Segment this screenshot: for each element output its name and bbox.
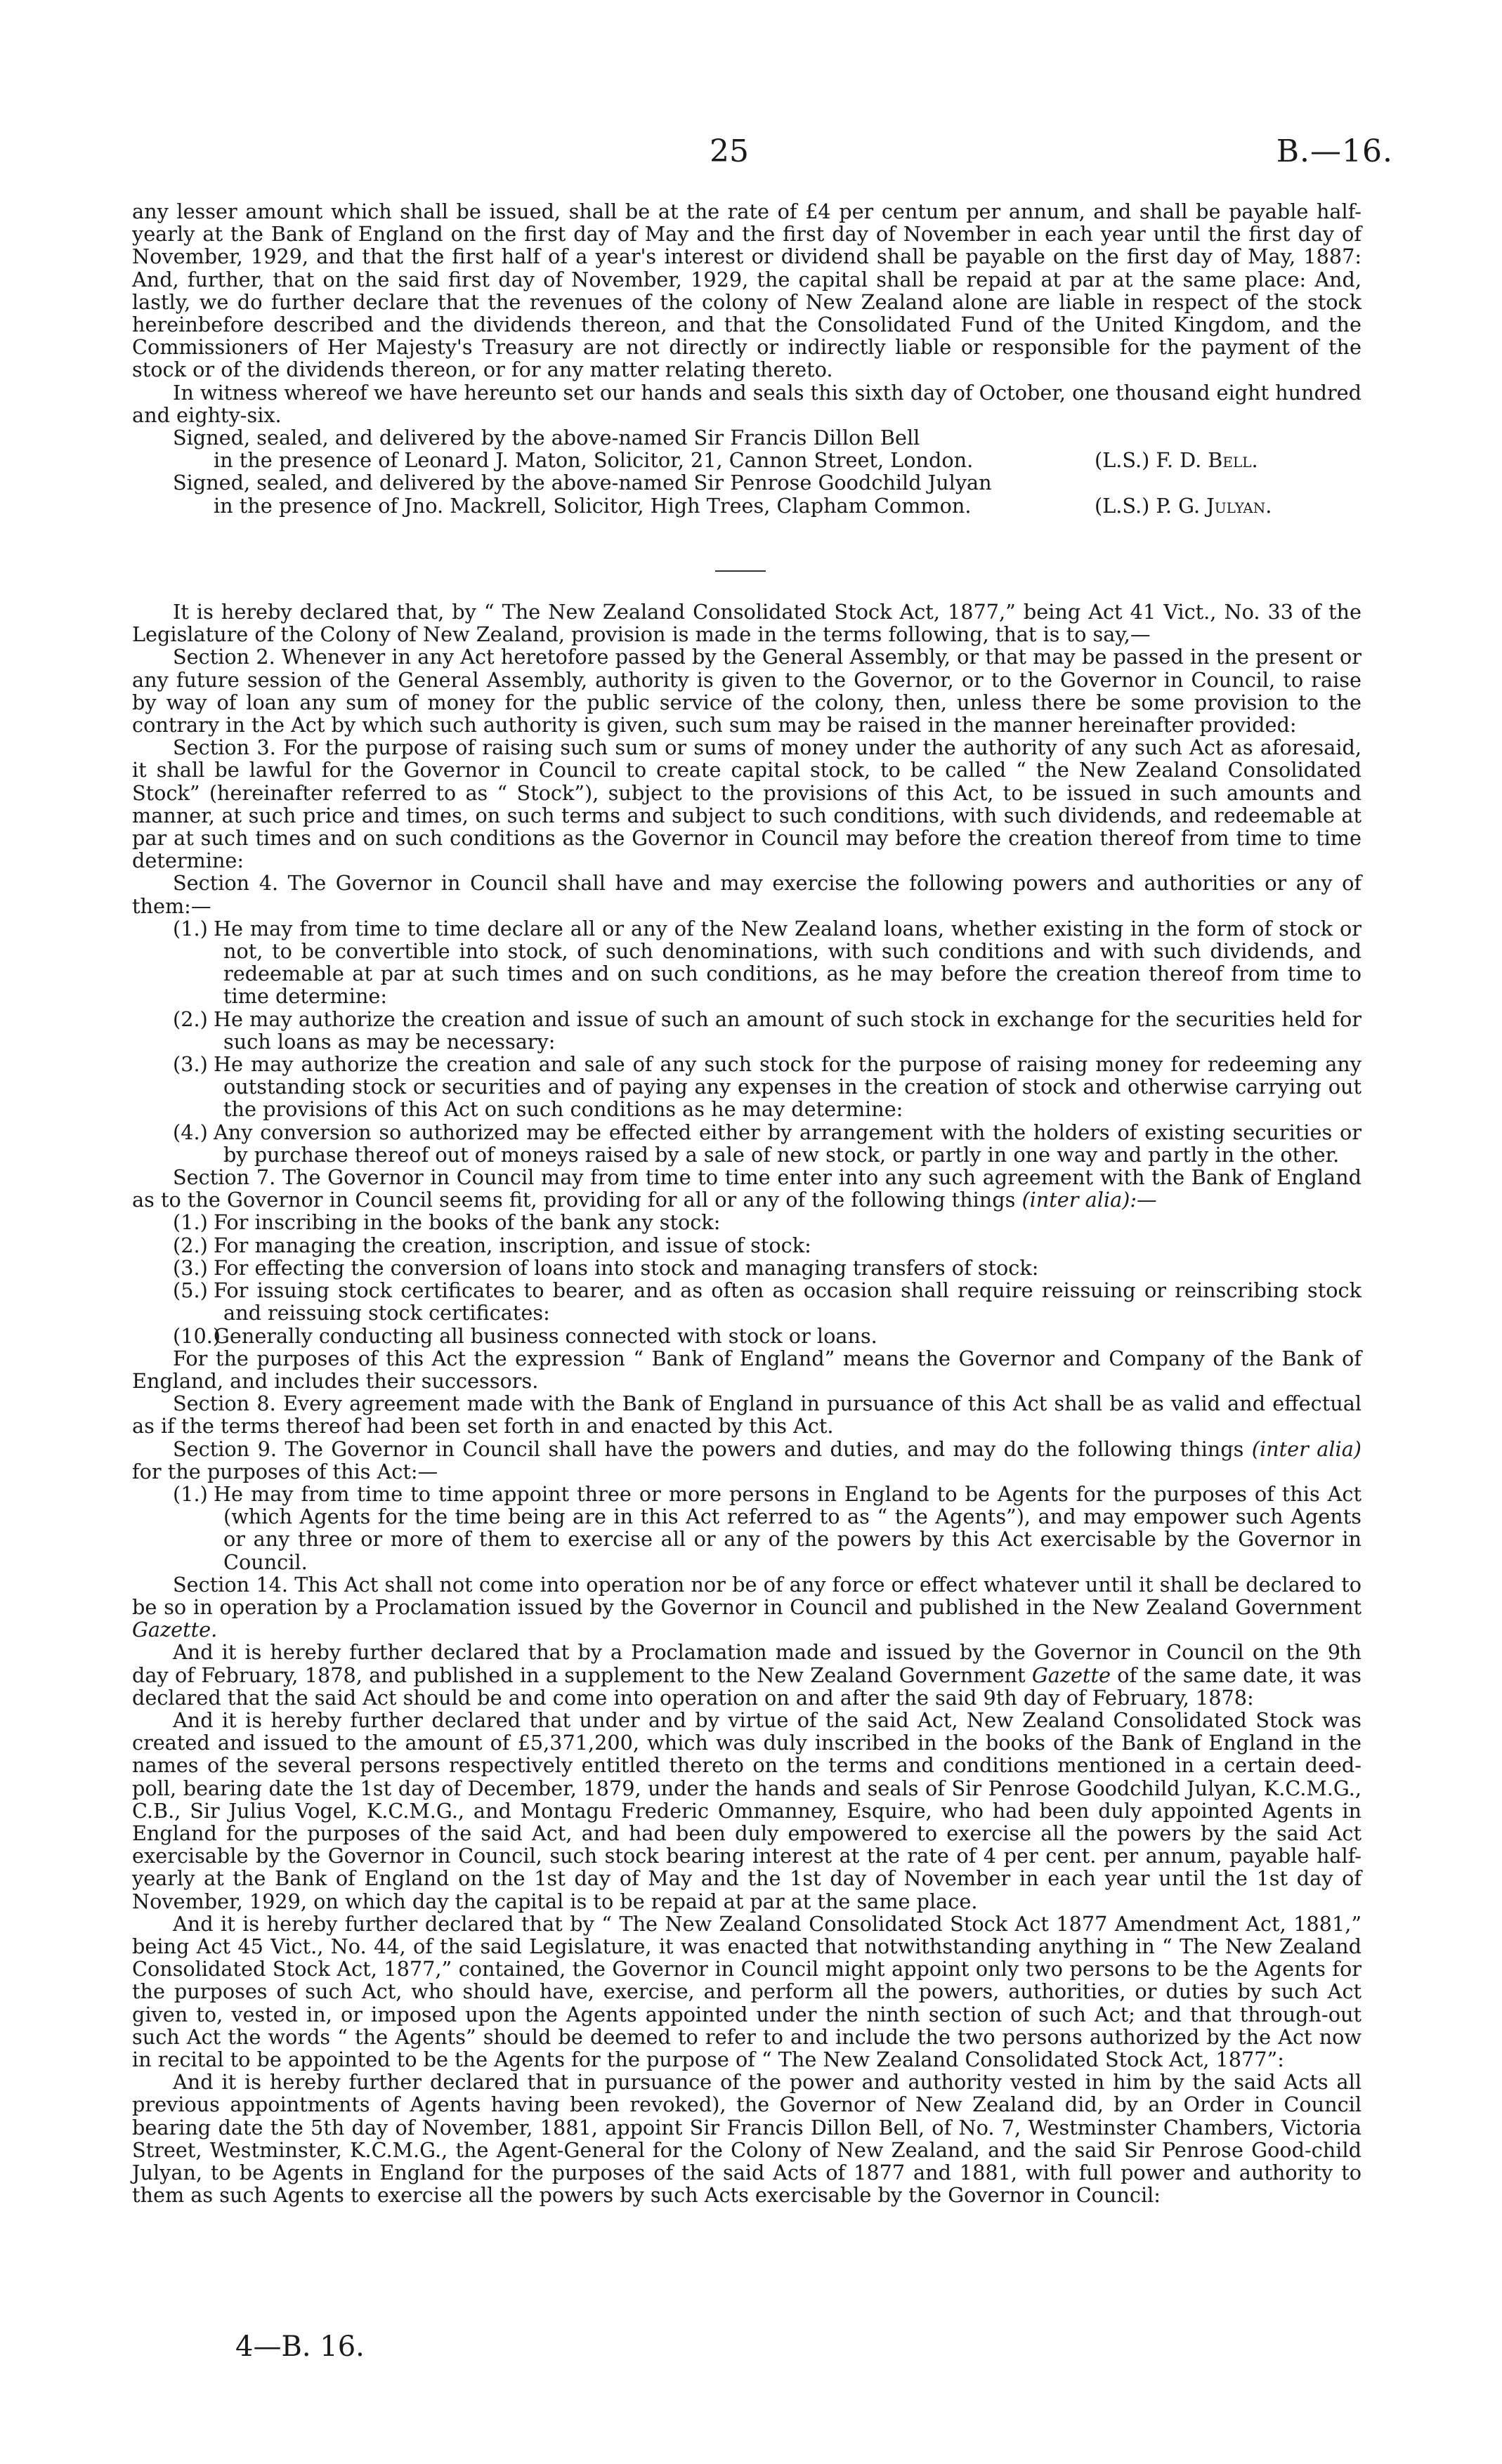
- appointment-paragraph: And it is hereby further declared that in pursuance of the power and authority vested in him by the said Acts all previous appointments of Agents having been revoked), the Governor of New Zealand did, by an Order in Council bearing date the 5th day of November, 1881, appoint Sir Francis Dillon Bell, of No. 7, Westminster Chambers, Victoria Street, Westminster, K.C.M.G., the Agent-General for the Colony of New Zealand, and the said Sir Penrose Good-child Julyan, to be Agents in England for the purposes of the said Acts of 1877 and 1881, with full power and authority to them as such Agents to exercise all the powers by such Acts exercisable by the Governor in Council:: [132, 2070, 1361, 2208]
- deed-continuation: any lesser amount which shall be issued, shall be at the rate of £4 per centum per annum, and shall be payable half-yearly at the Bank of England on the first day of May and the first day of November in each year until the first day of November, 1929, and that the first half of a year's interest or dividend shall be payable on the first day of May, 1887: And, further, that on the said first day of November, 1929, the capital shall be repaid at par at the same place: And, lastly, we do further declare that the revenues of the colony of New Zealand alone are liable in respect of the stock hereinbefore described and the dividends thereon, and that the Consolidated Fund of the United Kingdom, and the Commissioners of Her Majesty's Treasury are not directly or indirectly liable or responsible for the payment of the stock or of the dividends thereon, or for any matter relating thereto.: [132, 199, 1361, 382]
- section-14: Section 14. This Act shall not come into operation nor be of any force or effect whatever until it shall be declared to be so in operation by a Proclamation issued by the Governor in Council and published in the New Zealand Government Gazette.: [132, 1572, 1361, 1642]
- list-item: (4.) Any conversion so authorized may be effected either by arrangement with the holders of existing securities or by purchase thereof out of moneys raised by a sale of new stock, or partly in one way and partly in the other.: [173, 1120, 1361, 1167]
- list-item: (2.) For managing the creation, inscription, and issue of stock:: [173, 1233, 811, 1257]
- proclamation-paragraph: And it is hereby further declared that by a Proclamation made and issued by the Governor in Council on the 9th day of February, 1878, and published in a supplement to the New Zealand Government Gazette of the same date, it was declared that the said Act should be and come into operation on and after the said 9th day of February, 1878:: [132, 1640, 1361, 1710]
- declaration-intro: It is hereby declared that, by “ The New Zealand Consolidated Stock Act, 1877,” being Act 41 Vict., No. 33 of the Legislature of the Colony of New Zealand, provision is made in the terms following, that is to say,—: [132, 600, 1361, 647]
- signature-mark: 4—B. 16.: [235, 2331, 365, 2363]
- witness-clause: In witness whereof we have hereunto set our hands and seals this sixth day of October, one thousand eight hundred and eighty-six.: [132, 380, 1361, 427]
- witness-line: in the presence of Jno. Mackrell, Solicitor, High Trees, Clapham Common.: [214, 493, 972, 518]
- declaration-section: [132, 601, 1361, 2206]
- deed-section: [132, 200, 1361, 517]
- bank-definition: For the purposes of this Act the expression “ Bank of England” means the Governor and Company of the Bank of England, and includes their successors.: [132, 1346, 1361, 1393]
- signature-block-julyan: [132, 471, 1361, 516]
- stock-created-paragraph: And it is hereby further declared that under and by virtue of the said Act, New Zealand Consolidated Stock was created and issued to the amount of £5,371,200, which was duly inscribed in the books of the Bank of England in the names of the several persons respectively entitled thereto on the terms and conditions mentioned in a certain deed-poll, bearing date the 1st day of December, 1879, under the hands and seals of Sir Penrose Goodchild Julyan, K.C.M.G., C.B., Sir Julius Vogel, K.C.M.G., and Montagu Frederic Ommanney, Esquire, who had been duly appointed Agents in England for the purposes of the said Act, and had been duly empowered to exercise all the powers by the said Act exercisable by the Governor in Council, such stock bearing interest at the rate of 4 per cent. per annum, payable half-yearly at the Bank of England on the 1st day of May and the 1st day of November in each year until the 1st day of November, 1929, on which day the capital is to be repaid at par at the same place.: [132, 1708, 1361, 1913]
- list-item: (3.) For effecting the conversion of loans into stock and managing transfers of stock:: [173, 1255, 1039, 1280]
- signature-line: Signed, sealed, and delivered by the above-named Sir Penrose Goodchild Julyan: [173, 471, 992, 495]
- section-7: Section 7. The Governor in Council may from time to time enter into any such agreement with the Bank of England as to the Governor in Council seems fit, providing for all or any of the following things (inter alia):—: [132, 1165, 1361, 1212]
- document-reference: B.—16.: [1276, 133, 1393, 169]
- list-item: (10.)Generally conducting all business connected with stock or loans.: [173, 1323, 877, 1348]
- witness-line: in the presence of Leonard J. Maton, Solicitor, 21, Cannon Street, London.: [214, 448, 974, 473]
- signature-line: Signed, sealed, and delivered by the above-named Sir Francis Dillon Bell: [173, 426, 920, 450]
- list-item: (5.) For issuing stock certificates to bearer, and as often as occasion shall require reissuing or reinscribing stock and reissuing stock certificates:: [173, 1278, 1361, 1325]
- list-item: (1.) He may from time to time appoint three or more persons in England to be Agents for the purposes of this Act (which Agents for the time being are in this Act referred to as “ the Agents”), and may empower such Agents or any three or more of them to exercise all or any of the powers by this Act exercisable by the Governor in Council.: [173, 1481, 1361, 1574]
- seal-signature: (L.S.) F. D. Bell.: [1095, 448, 1258, 473]
- section-2: Section 2. Whenever in any Act heretofore passed by the General Assembly, or that may be passed in the present or any future session of the General Assembly, authority is given to the Governor, or to the Governor in Council, to raise by way of loan any sum of money for the public service of the colony, then, unless there be some provision to the contrary in the Act by which such authority is given, such sum may be raised in the manner hereinafter provided:: [132, 645, 1361, 738]
- seal-signature: (L.S.) P. G. Julyan.: [1095, 493, 1272, 518]
- list-item: (3.) He may authorize the creation and sale of any such stock for the purpose of raising money for redeeming any outstanding stock or securities and of paying any expenses in the creation of stock and otherwise carrying out the provisions of this Act on such conditions as he may determine:: [173, 1052, 1361, 1122]
- amendment-act-paragraph: And it is hereby further declared that by “ The New Zealand Consolidated Stock Act 1877 Amendment Act, 1881,” being Act 45 Vict., No. 44, of the said Legislature, it was enacted that notwithstanding anything in “ The New Zealand Consolidated Stock Act, 1877,” contained, the Governor in Council might appoint only two persons to be the Agents for the purposes of such Act, who should have, exercise, and perform all the powers, authorities, or duties by such Act given to, vested in, or imposed upon the Agents appointed under the ninth section of such Act; and that through-out such Act the words “ the Agents” should be deemed to refer to and include the two persons authorized by the Act now in recital to be appointed to be the Agents for the purpose of “ The New Zealand Consolidated Stock Act, 1877”:: [132, 1911, 1361, 2071]
- list-item: (2.) He may authorize the creation and issue of such an amount of such stock in exchange for the securities held for such loans as may be necessary:: [173, 1007, 1361, 1054]
- section-9: Section 9. The Governor in Council shall have the powers and duties, and may do the following things (inter alia) for the purposes of this Act:—: [132, 1436, 1361, 1483]
- page-number: 25: [710, 133, 749, 169]
- section-3: Section 3. For the purpose of raising such sum or sums of money under the authority of any such Act as aforesaid, it shall be lawful for the Governor in Council to create capital stock, to be called “ the New Zealand Consolidated Stock” (hereinafter referred to as “ Stock”), subject to the provisions of this Act, to be issued in such amounts and manner, at such price and times, on such terms and subject to such conditions, with such dividends, and redeemable at par at such times and on such conditions as the Governor in Council may before the creation thereof from time to time determine:: [132, 735, 1361, 873]
- list-item: (1.) He may from time to time declare all or any of the New Zealand loans, whether existing in the form of stock or not, to be convertible into stock, of such denominations, with such conditions and with such dividends, and redeemable at par at such times and on such conditions, as he may before the creation thereof from time to time determine:: [173, 916, 1361, 1009]
- section-4: Section 4. The Governor in Council shall have and may exercise the following powers and authorities or any of them:—: [132, 871, 1361, 918]
- section-8: Section 8. Every agreement made with the Bank of England in pursuance of this Act shall be as valid and effectual as if the terms thereof had been set forth in and enacted by this Act.: [132, 1391, 1361, 1439]
- list-item: (1.) For inscribing in the books of the bank any stock:: [173, 1210, 721, 1235]
- signature-block-bell: [132, 426, 1361, 471]
- section-divider: [715, 570, 766, 572]
